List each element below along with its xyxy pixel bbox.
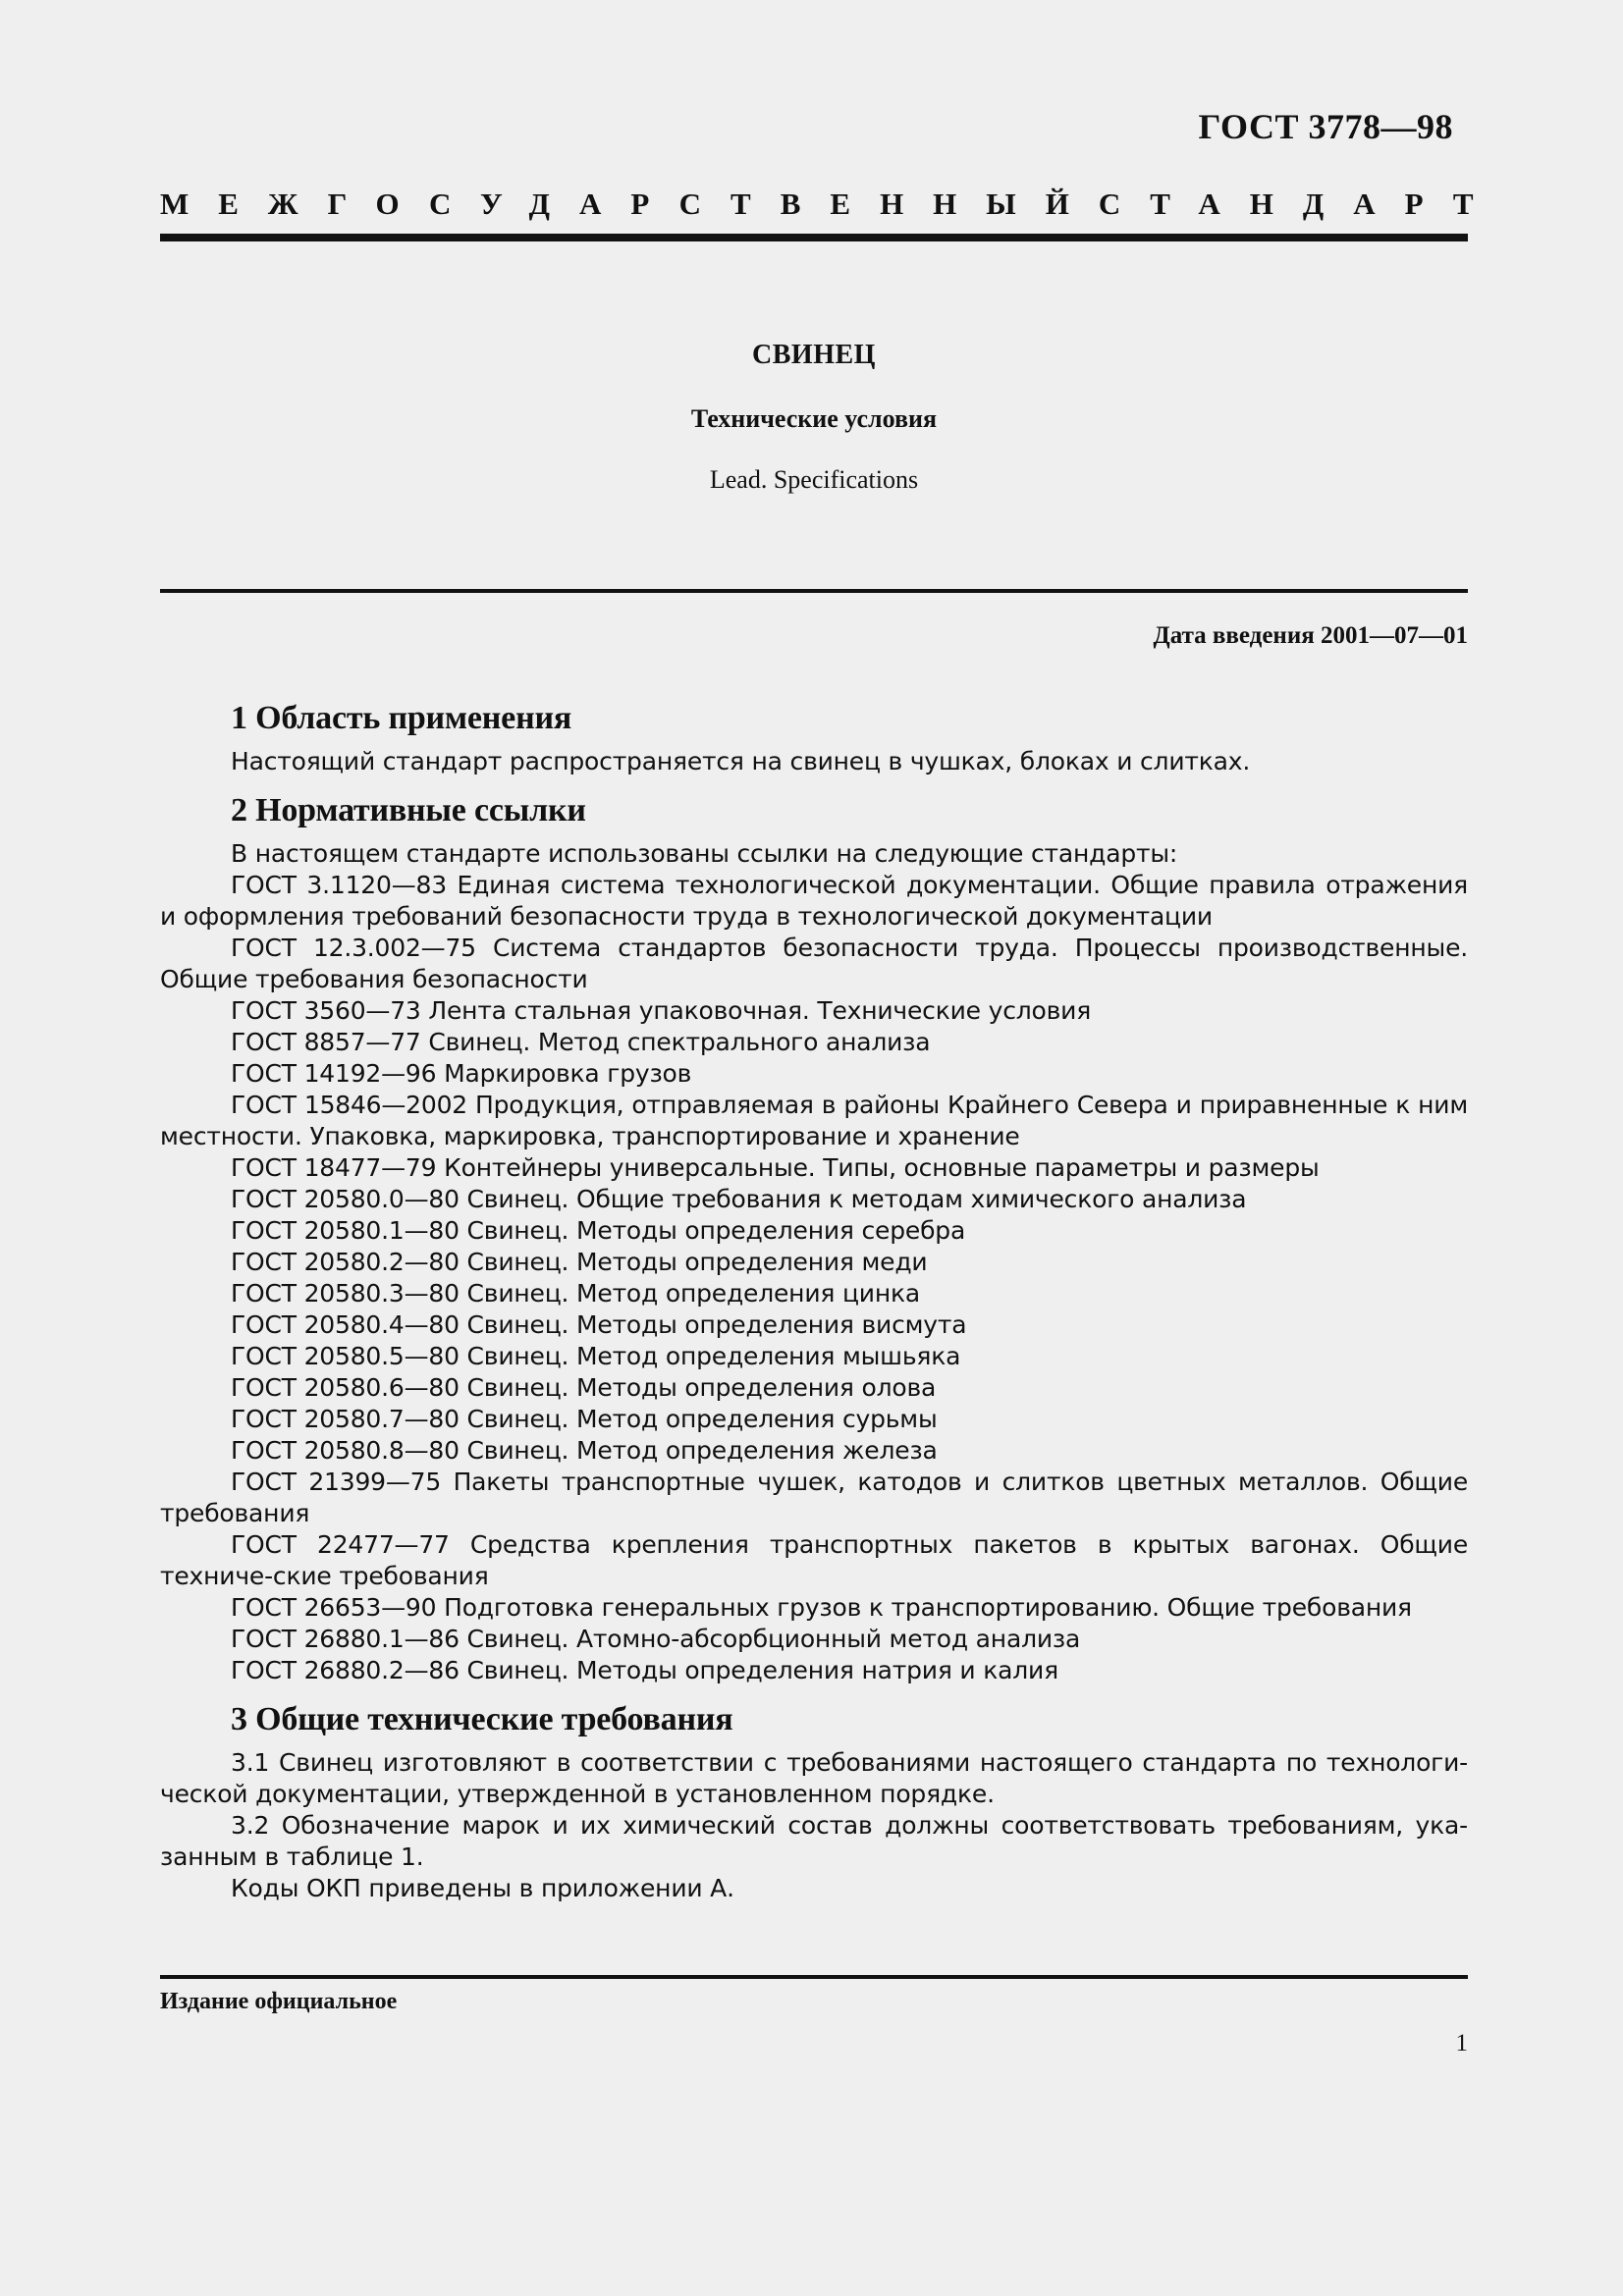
reference-title: Свинец. Метод определения железа — [466, 1436, 938, 1465]
reference-code: ГОСТ 20580.2—80 — [231, 1248, 460, 1276]
reference-code: ГОСТ 20580.4—80 — [231, 1310, 460, 1339]
reference-item — [160, 1624, 1468, 1655]
page-number: 1 — [1455, 2030, 1468, 2056]
edition-note: Издание официальное — [160, 1989, 398, 2014]
reference-item — [160, 1404, 1468, 1435]
reference-code: ГОСТ 22477—77 — [231, 1530, 450, 1559]
reference-code: ГОСТ 18477—79 — [231, 1153, 437, 1182]
document-body — [160, 699, 1468, 1904]
footer-rule — [160, 1975, 1468, 1979]
reference-item — [160, 1655, 1468, 1686]
reference-item — [160, 1529, 1468, 1592]
references-intro: В настоящем стандарте использованы ссылки на следующие стандарты: — [231, 839, 1178, 868]
banner-word-interstate: МЕЖГОСУДАРСТВЕННЫЙ — [160, 187, 1099, 221]
reference-item — [160, 1341, 1468, 1372]
reference-title: Маркировка грузов — [444, 1059, 692, 1088]
reference-code: ГОСТ 26653—90 — [231, 1593, 437, 1622]
reference-item — [160, 1372, 1468, 1404]
introduction-date: Дата введения 2001—07—01 — [1153, 622, 1468, 649]
reference-title: Свинец. Методы определения натрия и калия — [466, 1656, 1058, 1684]
reference-item — [160, 995, 1468, 1027]
document-title: СВИНЕЦ — [752, 340, 876, 370]
reference-title: Свинец. Методы определения висмута — [466, 1310, 967, 1339]
document-code: ГОСТ 3778—98 — [1198, 107, 1453, 146]
reference-title: Подготовка генеральных грузов к транспортированию. Общие требования — [444, 1593, 1412, 1622]
reference-item — [160, 1247, 1468, 1278]
reference-title: Лента стальная упаковочная. Технические условия — [428, 996, 1092, 1025]
reference-code: ГОСТ 26880.2—86 — [231, 1656, 460, 1684]
references-list — [160, 870, 1468, 1686]
reference-code: ГОСТ 20580.1—80 — [231, 1216, 460, 1245]
reference-title: Свинец. Методы определения меди — [466, 1248, 928, 1276]
reference-code: ГОСТ 20580.3—80 — [231, 1279, 460, 1308]
reference-title: Пакеты транспортные чушек, катодов и слитков цветных металлов. Общие требования — [160, 1468, 1468, 1527]
reference-code: ГОСТ 20580.7—80 — [231, 1405, 460, 1433]
reference-title: Свинец. Методы определения серебра — [466, 1216, 966, 1245]
banner-word-standard: СТАНДАРТ — [1098, 187, 1503, 221]
reference-item — [160, 1435, 1468, 1467]
reference-code: ГОСТ 20580.8—80 — [231, 1436, 460, 1465]
reference-code: ГОСТ 15846—2002 — [231, 1091, 468, 1119]
reference-title: Свинец. Атомно-абсорбционный метод анализа — [466, 1625, 1081, 1653]
reference-item — [160, 1309, 1468, 1341]
document-subtitle: Технические условия — [690, 404, 938, 433]
reference-title: Единая система технологической документации. Общие правила отражения и оформления требований безопасности труда в технологической документации — [160, 871, 1469, 931]
reference-code: ГОСТ 8857—77 — [231, 1028, 421, 1056]
reference-code: ГОСТ 12.3.002—75 — [231, 934, 476, 962]
reference-item — [160, 1058, 1468, 1090]
section-heading-references: 2 Нормативные ссылки — [231, 792, 586, 828]
document-title-english: Lead. Specifications — [709, 465, 919, 494]
reference-item — [160, 1152, 1468, 1184]
reference-code: ГОСТ 20580.5—80 — [231, 1342, 460, 1370]
header-rule — [160, 234, 1468, 241]
title-rule — [160, 589, 1468, 593]
reference-title: Контейнеры универсальные. Типы, основные параметры и размеры — [444, 1153, 1320, 1182]
reference-title: Свинец. Методы определения олова — [466, 1373, 937, 1402]
reference-item — [160, 870, 1468, 933]
section-paragraph: Настоящий стандарт распространяется на свинец в чушках, блоках и слитках. — [231, 747, 1251, 775]
reference-item — [160, 1592, 1468, 1624]
reference-item — [160, 1184, 1468, 1215]
reference-item — [160, 1278, 1468, 1309]
section-paragraph: 3.2 Обозначение марок и их химический состав должны соответствовать требованиям, ука-занным в таблице 1. — [160, 1811, 1468, 1871]
section-paragraph: 3.1 Свинец изготовляют в соответствии с требованиями настоящего стандарта по технологи-ческой документации, утвержденной в установленном порядке. — [160, 1748, 1468, 1808]
reference-code: ГОСТ 20580.6—80 — [231, 1373, 460, 1402]
reference-title: Средства крепления транспортных пакетов в крытых вагонах. Общие техниче-ские требования — [160, 1530, 1469, 1590]
reference-title: Свинец. Метод определения мышьяка — [466, 1342, 961, 1370]
reference-code: ГОСТ 3.1120—83 — [231, 871, 447, 899]
reference-code: ГОСТ 20580.0—80 — [231, 1185, 460, 1213]
section-heading-general-requirements: 3 Общие технические требования — [231, 1701, 733, 1737]
header-banner — [160, 187, 1503, 222]
reference-code: ГОСТ 3560—73 — [231, 996, 421, 1025]
reference-item — [160, 1027, 1468, 1058]
section-heading-scope: 1 Область применения — [231, 700, 572, 736]
reference-item — [160, 1215, 1468, 1247]
reference-code: ГОСТ 21399—75 — [231, 1468, 442, 1496]
reference-title: Свинец. Метод определения сурьмы — [466, 1405, 938, 1433]
reference-item — [160, 1090, 1468, 1152]
section-paragraph: Коды ОКП приведены в приложении А. — [231, 1874, 734, 1902]
reference-title: Система стандартов безопасности труда. Процессы производственные. Общие требования безопасности — [160, 934, 1468, 993]
reference-code: ГОСТ 26880.1—86 — [231, 1625, 460, 1653]
reference-title: Свинец. Общие требования к методам химического анализа — [466, 1185, 1247, 1213]
reference-item — [160, 933, 1468, 995]
reference-title: Свинец. Метод определения цинка — [466, 1279, 920, 1308]
reference-code: ГОСТ 14192—96 — [231, 1059, 437, 1088]
reference-title: Продукция, отправляемая в районы Крайнего Севера и приравненные к ним местности. Упаковка, маркировка, транспортирование и хранение — [160, 1091, 1468, 1150]
reference-item — [160, 1467, 1468, 1529]
reference-title: Свинец. Метод спектрального анализа — [428, 1028, 931, 1056]
